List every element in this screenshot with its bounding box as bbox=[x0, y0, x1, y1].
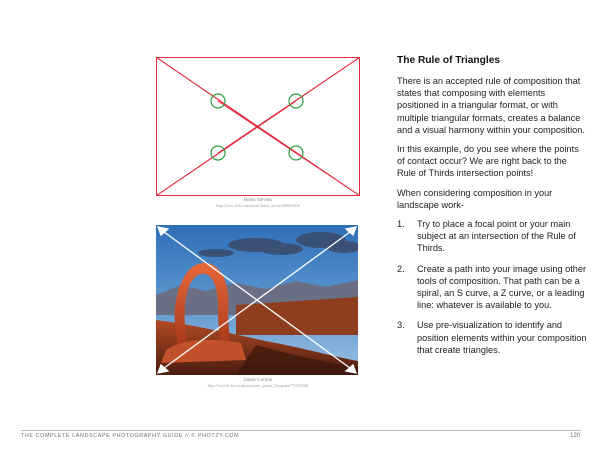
article-column bbox=[397, 55, 587, 364]
list-text: Create a path into your image using other tools of composition. That path can be a spiral, an S curve, a Z curve, or a leading line: whatever is available to you. bbox=[417, 263, 587, 311]
list-number: 3. bbox=[397, 320, 405, 331]
list-item bbox=[397, 319, 587, 356]
list-item bbox=[397, 218, 587, 255]
section-title: The Rule of Triangles bbox=[397, 55, 501, 66]
page-number: 120 bbox=[569, 433, 580, 439]
diagram-line bbox=[218, 58, 360, 154]
footer-title: THE COMPLETE LANDSCAPE PHOTOGRAPHY GUIDE // © PHOTZY.COM bbox=[21, 433, 240, 439]
rule-of-triangles-diagram bbox=[156, 57, 360, 196]
paragraph: In this example, do you see where the points of contact occur? We are right back to the Rule of Thirds intersection points! bbox=[397, 144, 579, 179]
footer-divider bbox=[21, 430, 581, 431]
paragraph: There is an accepted rule of composition that states that composing with elements positioned in a triangular format, or with multiple triangular formats, creates a balance and a visual harmony within your composition. bbox=[397, 76, 585, 135]
diagram-line bbox=[218, 101, 360, 196]
photo-credit bbox=[156, 378, 360, 389]
list-item bbox=[397, 263, 587, 312]
credit-name: Helen Stevens bbox=[243, 198, 273, 203]
diagram-line bbox=[157, 101, 297, 196]
credit-name: James Gordon bbox=[243, 378, 273, 383]
landscape-photo bbox=[156, 225, 358, 375]
list-text: Try to place a focal point or your main subject at an intersection of the Rule of Thirds. bbox=[417, 219, 576, 254]
paragraph: When considering composition in your landscape work- bbox=[397, 187, 553, 210]
list-number: 2. bbox=[397, 263, 405, 274]
credit-url[interactable]: https://www.flickr.com/photos/jamie_gordon_5/snapshot/7712433944 bbox=[207, 384, 309, 388]
diagram-credit bbox=[156, 198, 360, 209]
tips-list bbox=[397, 218, 587, 356]
credit-url[interactable]: https://www.flickr.com/photos/helen_stevens/4948043326 bbox=[216, 204, 300, 208]
list-number: 1. bbox=[397, 219, 405, 230]
list-text: Use pre-visualization to identify and position elements within your composition that create triangles. bbox=[417, 320, 587, 355]
